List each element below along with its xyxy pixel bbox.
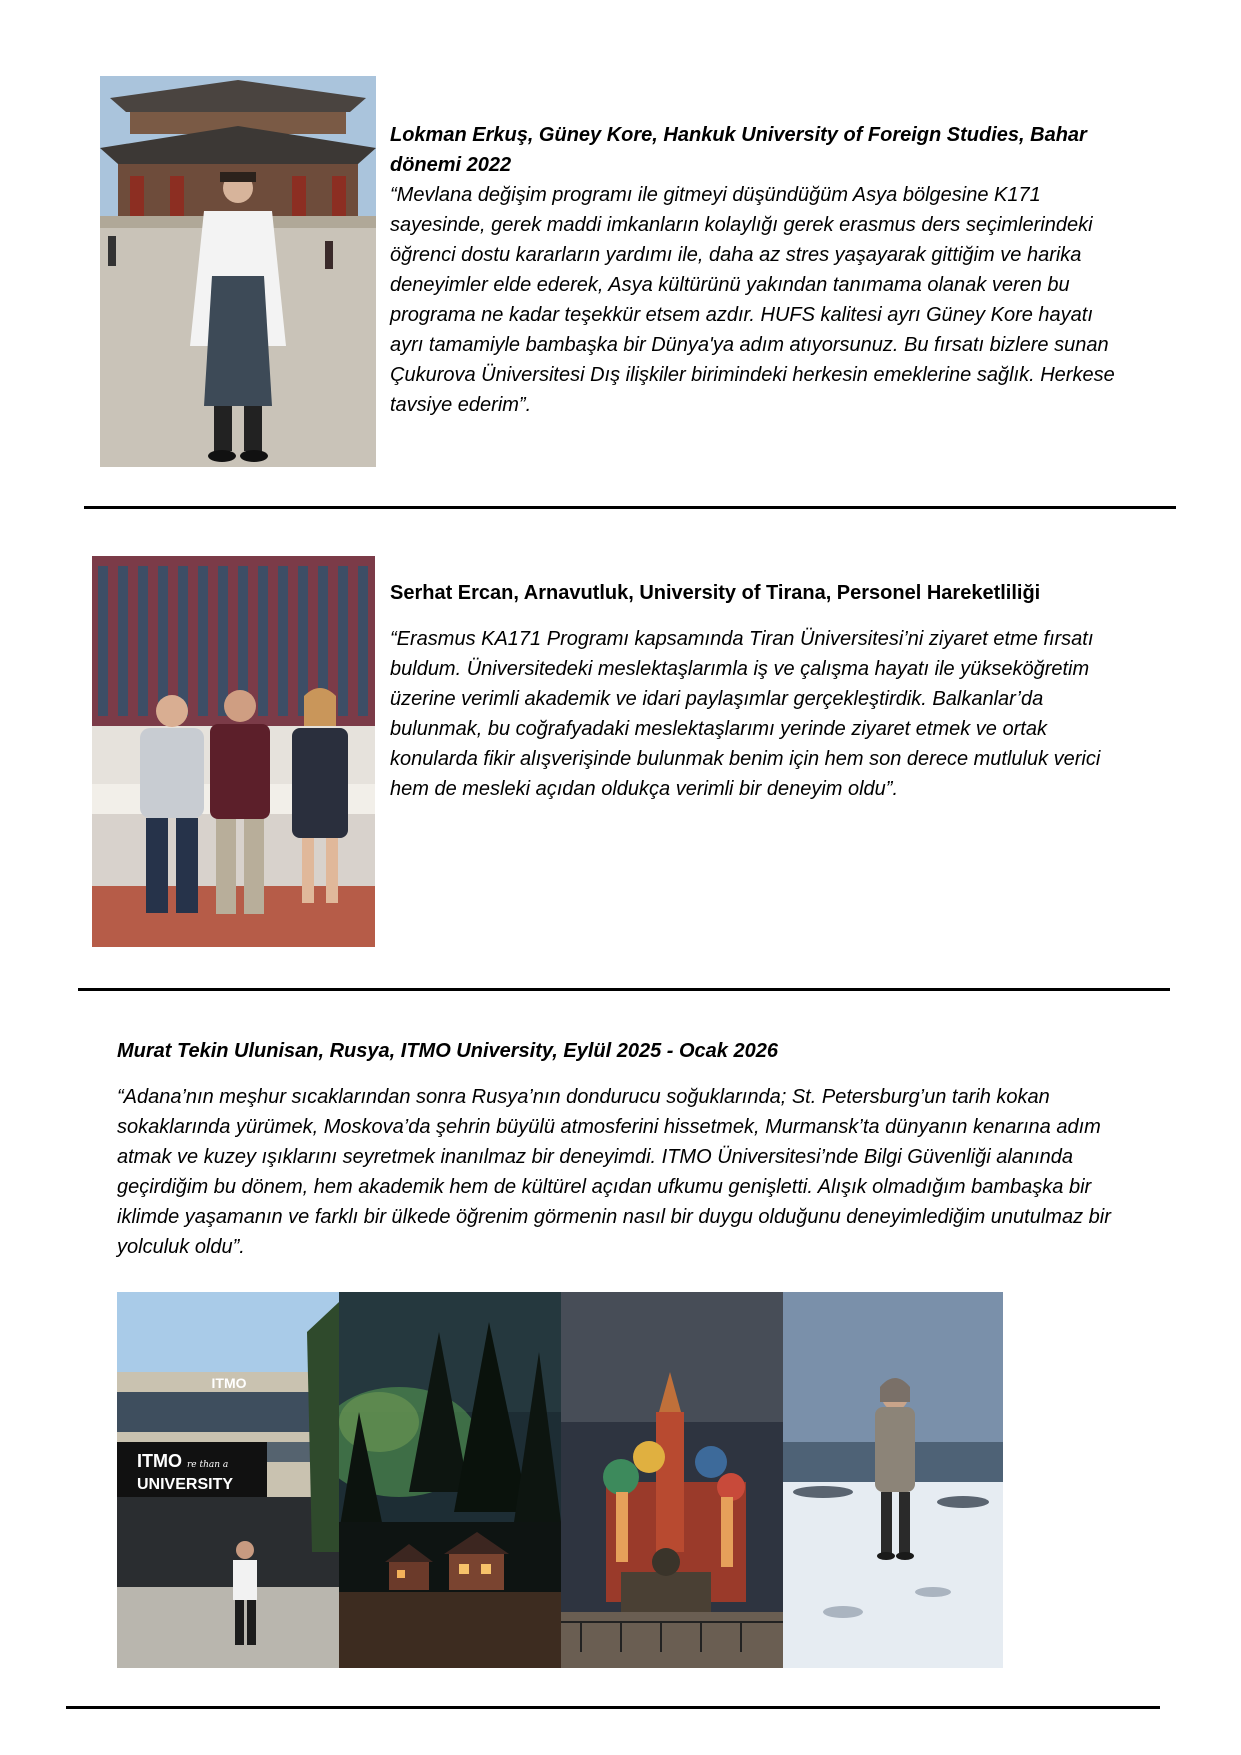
photo-aurora-forest <box>339 1292 561 1668</box>
itmo-sign-script: re than a <box>187 1460 229 1470</box>
photo-st-basils-cathedral <box>561 1292 783 1668</box>
divider-2 <box>78 988 1170 991</box>
testimonial-1-quote: “Mevlana değişim programı ile gitmeyi düşündüğüm Asya bölgesine K171 sayesinde, gerek maddi imkanların kolaylığı gerek erasmus ders seçimlerindeki öğrenci dostu kararların yardımı ile, daha az stres yaşayarak gittiğim ve harika deneyimler elde ederek, Asya kültürünü yakından tanımama olanak veren bu programa ne kadar teşekkür etsem azdır. HUFS kalitesi ayrı Güney Kore hayatı ayrı tamamiyle bambaşka bir Dünya'ya adım atıyorsunuz. Bu fırsatı bizlere sunan Çukurova Üniversitesi Dış ilişkiler birimindeki herkesin emeklerine sağlık. Herkese tavsiye ederim”. <box>390 184 1115 416</box>
divider-3 <box>66 1706 1160 1709</box>
testimonial-2-name: Serhat Ercan, Arnavutluk, University of Tirana, Personel Hareketliliği <box>390 582 1041 604</box>
testimonial-3-quote: “Adana’nın meşhur sıcaklarından sonra Rusya’nın dondurucu soğuklarında; St. Petersburg’un tarih kokan sokaklarında yürümek, Moskova’da şehrin büyülü atmosferini hissetmek, Murmansk’ta dünyanın kenarına adım atmak ve kuzey ışıklarını seyretmek inanılmaz bir deneyimdi. ITMO Üniversitesi’nde Bilgi Güvenliği alanında geçirdiğim bu dönem, hem akademik hem de kültürel açıdan ufkumu genişletti. Alışık olmadığım bambaşka bir iklimde yaşamanın ve farklı bir ülkede öğrenim görmenin nasıl bir duygu olduğunu deneyimlediğim unutulmaz bir yolculuk oldu”. <box>117 1086 1111 1258</box>
itmo-sign-top: ITMO <box>211 1375 247 1391</box>
testimonial-3-name: Murat Tekin Ulunisan, Rusya, ITMO University, Eylül 2025 - Ocak 2026 <box>117 1040 778 1062</box>
itmo-sign-line1: ITMO <box>137 1451 182 1471</box>
photo-tirana-group <box>92 556 375 947</box>
photo-korea-palace <box>100 76 376 467</box>
divider-1 <box>84 506 1176 509</box>
photo-murmansk-coast <box>783 1292 1003 1668</box>
testimonial-1-name: Lokman Erkuş, Güney Kore, Hankuk University of Foreign Studies, Bahar dönemi 2022 <box>390 124 1087 176</box>
testimonial-1 <box>390 120 1130 420</box>
itmo-sign-line2: UNIVERSITY <box>137 1476 234 1493</box>
photo-itmo-building <box>117 1292 339 1668</box>
testimonial-2 <box>390 578 1130 804</box>
testimonial-3 <box>117 1036 1127 1262</box>
testimonial-2-quote: “Erasmus KA171 Programı kapsamında Tiran Üniversitesi’ni ziyaret etme fırsatı buldum. Üniversitedeki meslektaşlarımla iş ve çalışma hayatı ile yükseköğretim üzerine verimli akademik ve idari paylaşımlar gerçekleştirdik. Balkanlar’da bulunmak, bu coğrafyadaki meslektaşlarımı yerinde ziyaret etmek ve ortak konularda fikir alışverişinde bulunmak benim için hem son derece mutluluk verici hem de mesleki açıdan oldukça verimli bir deneyim oldu”. <box>390 628 1101 800</box>
